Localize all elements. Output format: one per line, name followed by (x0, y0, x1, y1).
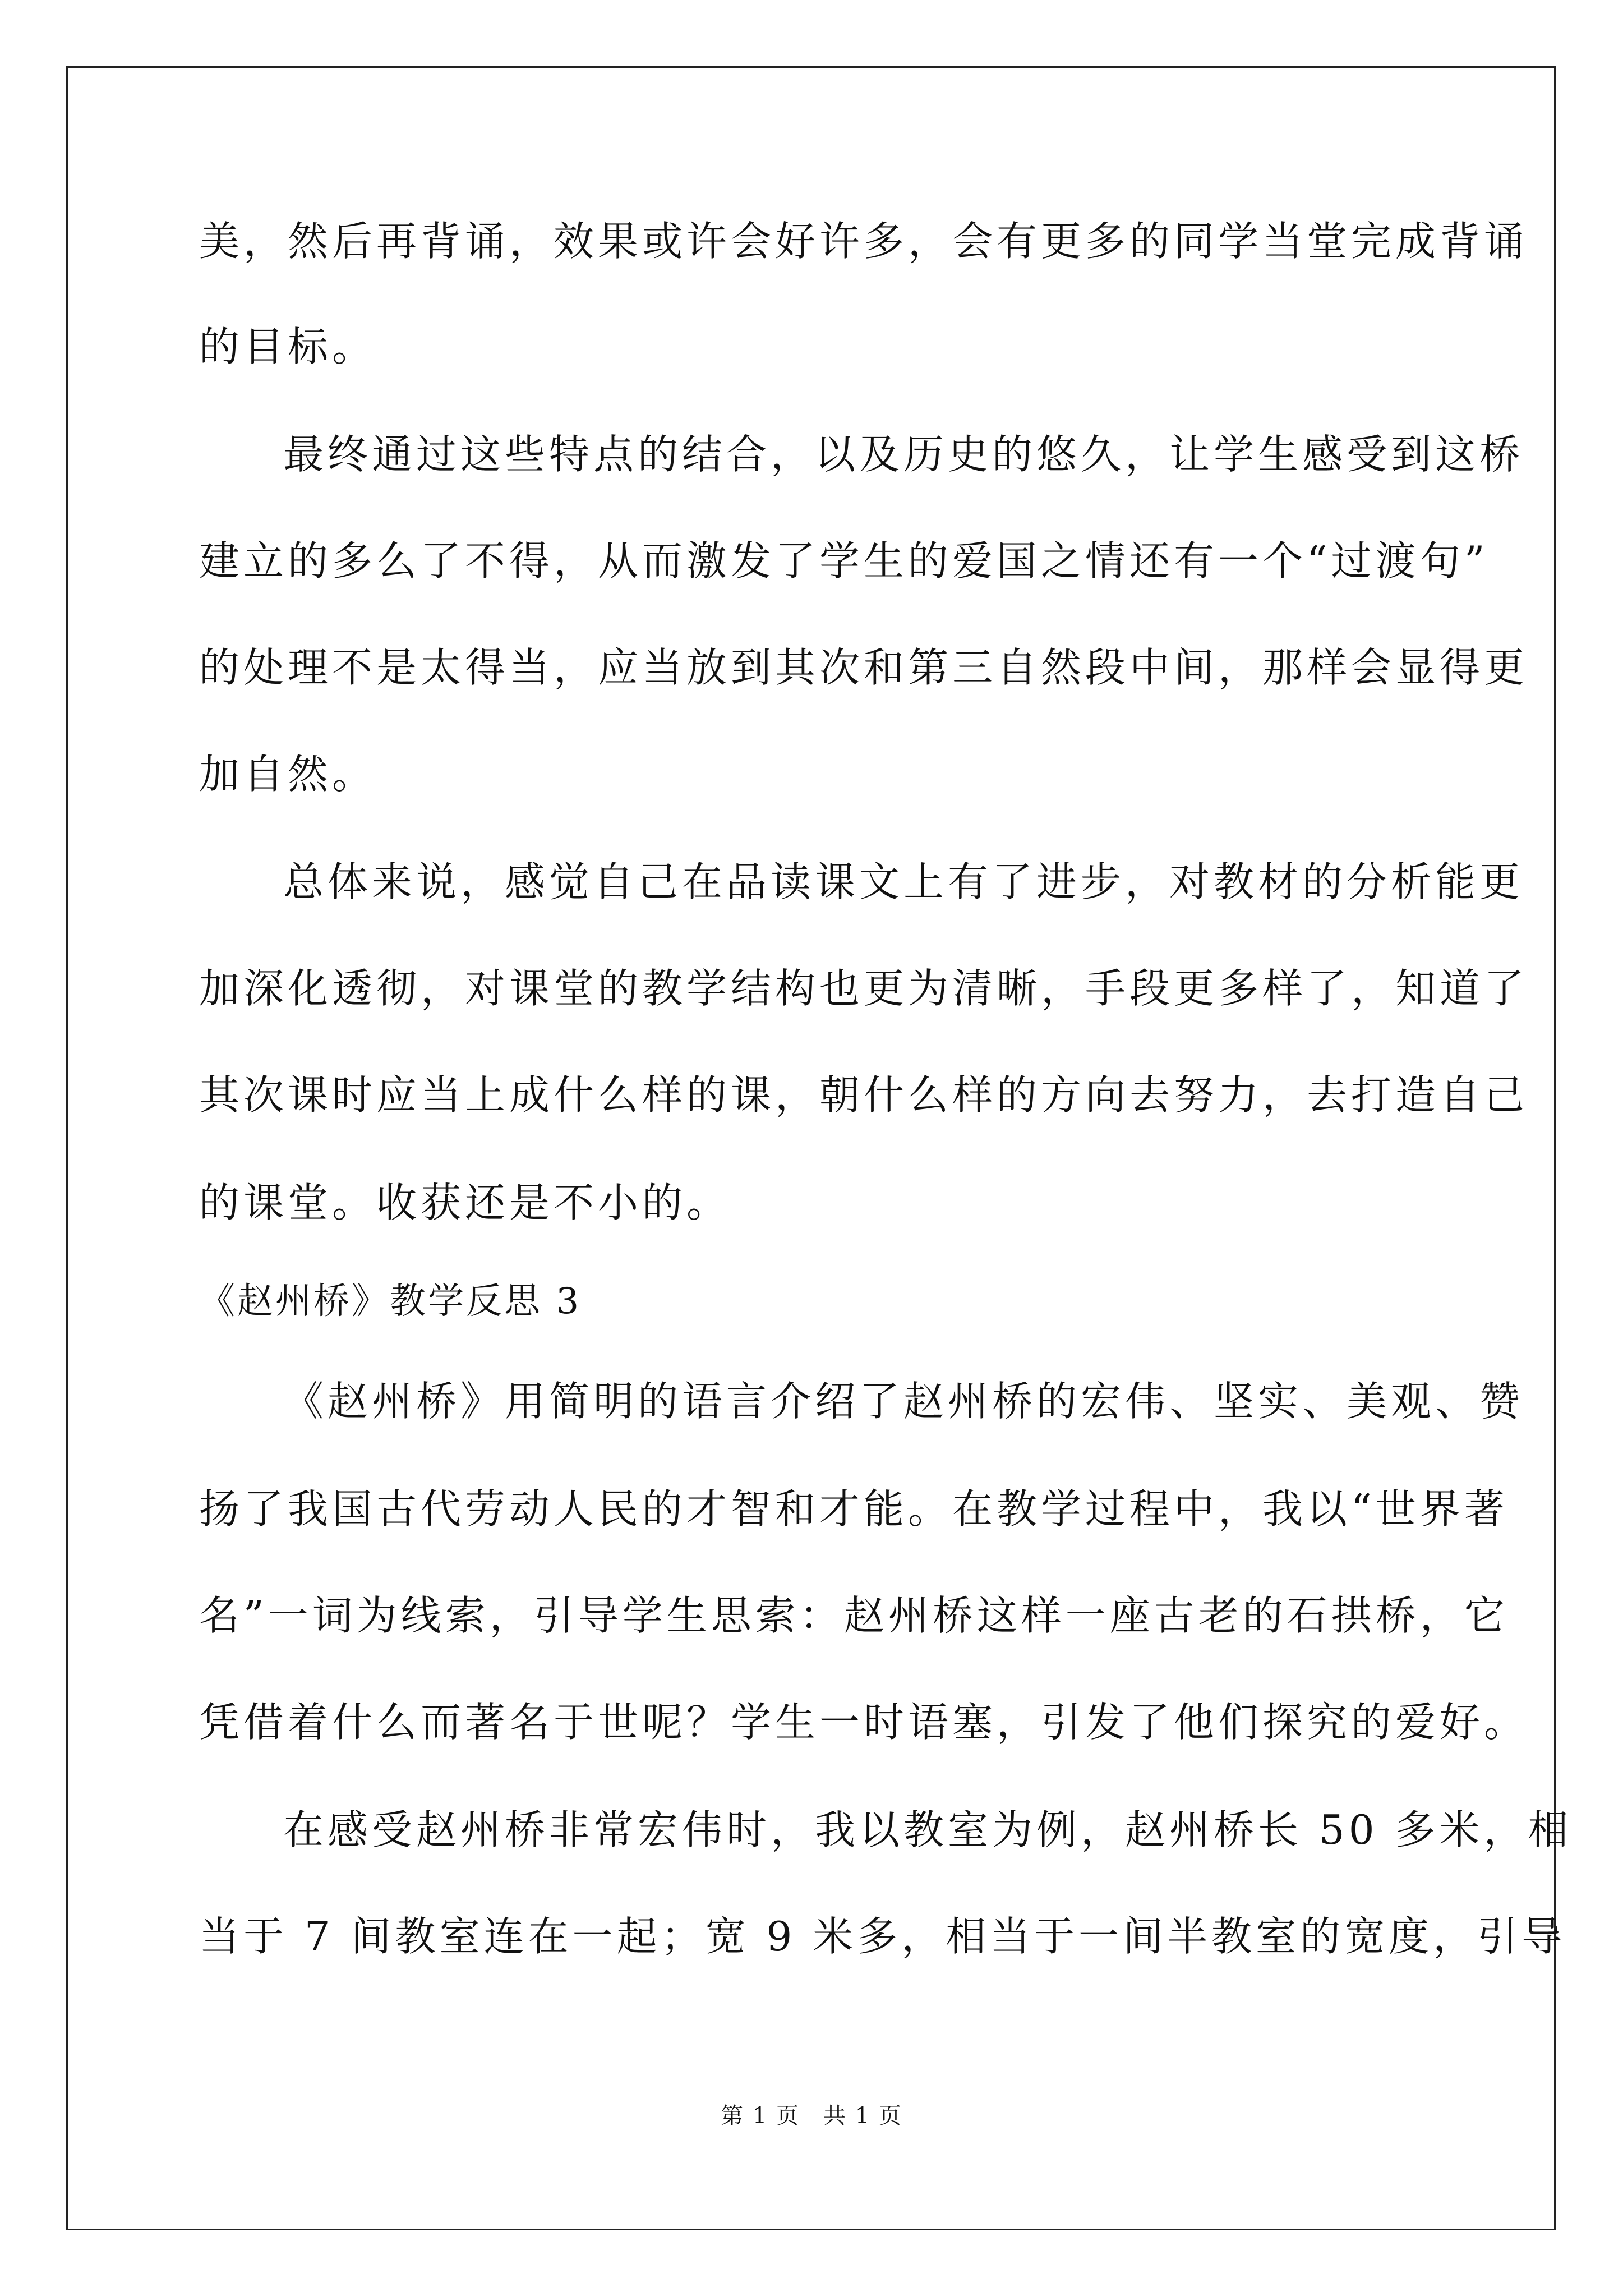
paragraph-line: 其次课时应当上成什么样的课，朝什么样的方向去努力，去打造自己 (199, 1071, 1529, 1119)
paragraph-line: 凭借着什么而著名于世呢？学生一时语塞，引发了他们探究的爱好。 (199, 1699, 1529, 1746)
section-heading: 《赵州桥》教学反思 3 (199, 1281, 582, 1322)
paragraph-line: 在感受赵州桥非常宏伟时，我以教室为例，赵州桥长 50 多米，相 (283, 1806, 1573, 1853)
paragraph-line: 总体来说，感觉自己在品读课文上有了进步，对教材的分析能更 (283, 858, 1524, 905)
page-number-footer: 第 1 页 共 1 页 (721, 2103, 902, 2129)
paragraph-line: 名”一词为线索，引导学生思索：赵州桥这样一座古老的石拱桥，它 (199, 1592, 1509, 1639)
paragraph-line: 建立的多么了不得，从而激发了学生的爱国之情还有一个“过渡句” (199, 537, 1489, 585)
paragraph-line: 《赵州桥》用简明的语言介绍了赵州桥的宏伟、坚实、美观、赞 (283, 1378, 1524, 1425)
paragraph-line: 的课堂。收获还是不小的。 (199, 1179, 731, 1226)
paragraph-line: 扬了我国古代劳动人民的才智和才能。在教学过程中，我以“世界著 (199, 1485, 1509, 1533)
paragraph-line: 的处理不是太得当，应当放到其次和第三自然段中间，那样会显得更 (199, 644, 1529, 691)
page-border (66, 66, 1556, 2230)
paragraph-line: 最终通过这些特点的结合，以及历史的悠久，让学生感受到这桥 (283, 431, 1524, 478)
paragraph-line: 美，然后再背诵，效果或许会好许多，会有更多的同学当堂完成背诵 (199, 218, 1529, 265)
paragraph-line: 加自然。 (199, 751, 377, 798)
paragraph-line: 的目标。 (199, 323, 377, 370)
paragraph-line: 当于 7 间教室连在一起；宽 9 米多，相当于一间半教室的宽度，引导 (199, 1913, 1566, 1960)
paragraph-line: 加深化透彻，对课堂的教学结构也更为清晰，手段更多样了，知道了 (199, 965, 1529, 1012)
